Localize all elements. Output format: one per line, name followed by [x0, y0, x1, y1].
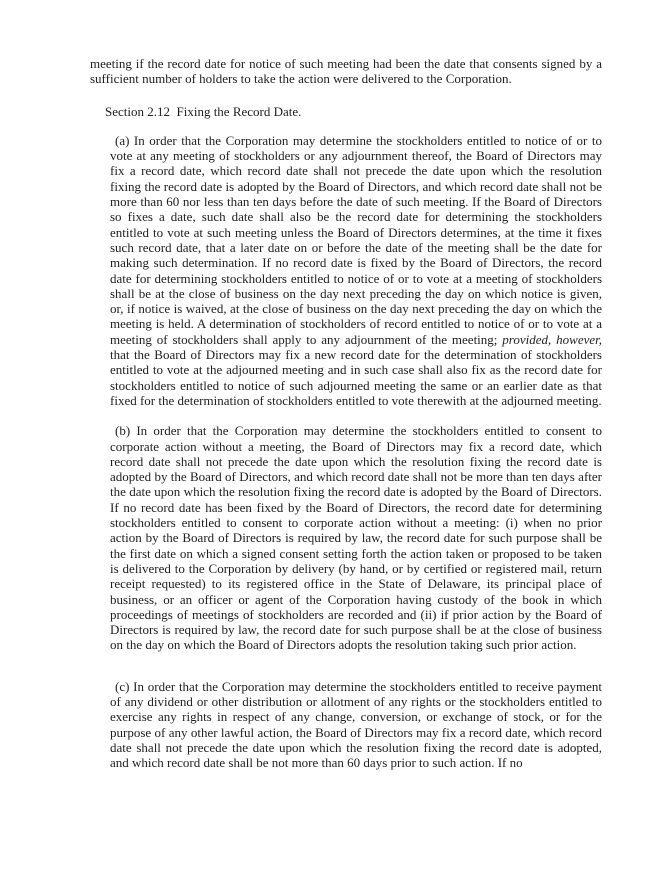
section-heading: Section 2.12 Fixing the Record Date. [105, 103, 302, 119]
paragraph-a-tail: that the Board of Directors may fix a new record date for the determination of stockholders entitled to vote at the adjourned meeting and in such case shall also fix as the record date for stockholders entitled to notice of such adjourned meeting the same or an earlier date as that fixed for the determination of stockholders entitled to vote therewith at the adjourned meeting. [110, 347, 602, 408]
paragraph-a-proviso: provided, however, [502, 331, 603, 347]
paragraph-c: (c) In order that the Corporation may determine the stockholders entitled to receive payment of any dividend or other distribution or allotment of any rights or the stockholders entitled to exercise any rights in respect of any change, conversion, or exchange of stock, or for the purpose of any other lawful action, the Board of Directors may fix a record date, which record date shall not precede the date upon which the resolution fixing the record date is adopted, and which record date shall be not more than 60 days prior to such action. If no [110, 678, 602, 771]
paragraph-a-lead: (a) In order that the Corporation may determine the stockholders entitled to notice of or to vote at any meeting of stockholders or any adjournment thereof, the Board of Directors may fix a record date, which record date shall not precede the date upon which the resolution fixing the record date is adopted by the Board of Directors, and which record date shall not be more than 60 nor less than ten days before the date of such meeting. If the Board of Directors so fixes a date, such date shall also be the record date for determining the stockholders entitled to vote at such meeting unless the Board of Directors determines, at the time it fixes such record date, that a later date on or before the date of the meeting shall be the date for making such determination. If no record date is fixed by the Board of Directors, the record date for determining stockholders entitled to notice of or to vote at a meeting of stockholders shall be at the close of business on the day next preceding the day on which notice is given, or, if notice is waived, at the close of business on the day next preceding the day on which the meeting is held. A determination of stockholders of record entitled to notice of or to vote at a meeting of stockholders shall apply to any adjournment of the meeting; [110, 132, 602, 347]
intro-paragraph: meeting if the record date for notice of such meeting had been the date that consents signed by a sufficient number of holders to take the action were delivered to the Corporation. [90, 56, 602, 87]
paragraph-a [110, 133, 602, 408]
paragraph-b: (b) In order that the Corporation may determine the stockholders entitled to consent to corporate action without a meeting, the Board of Directors may fix a record date, which record date shall not precede the date upon which the resolution fixing the record date is adopted by the Board of Directors, and which record date shall not be more than ten days after the date upon which the resolution fixing the record date is adopted by the Board of Directors. If no record date has been fixed by the Board of Directors, the record date for determining stockholders entitled to consent to corporate action without a meeting: (i) when no prior action by the Board of Directors is required by law, the record date for such purpose shall be the first date on which a signed consent setting forth the action taken or proposed to be taken is delivered to the Corporation by delivery (by hand, or by certified or registered mail, return receipt requested) to its registered office in the State of Delaware, its principal place of business, or an officer or agent of the Corporation having custody of the book in which proceedings of meetings of stockholders are recorded and (ii) if prior action by the Board of Directors is required by law, the record date for such purpose shall be at the close of business on the day on which the Board of Directors adopts the resolution taking such prior action. [110, 423, 602, 653]
